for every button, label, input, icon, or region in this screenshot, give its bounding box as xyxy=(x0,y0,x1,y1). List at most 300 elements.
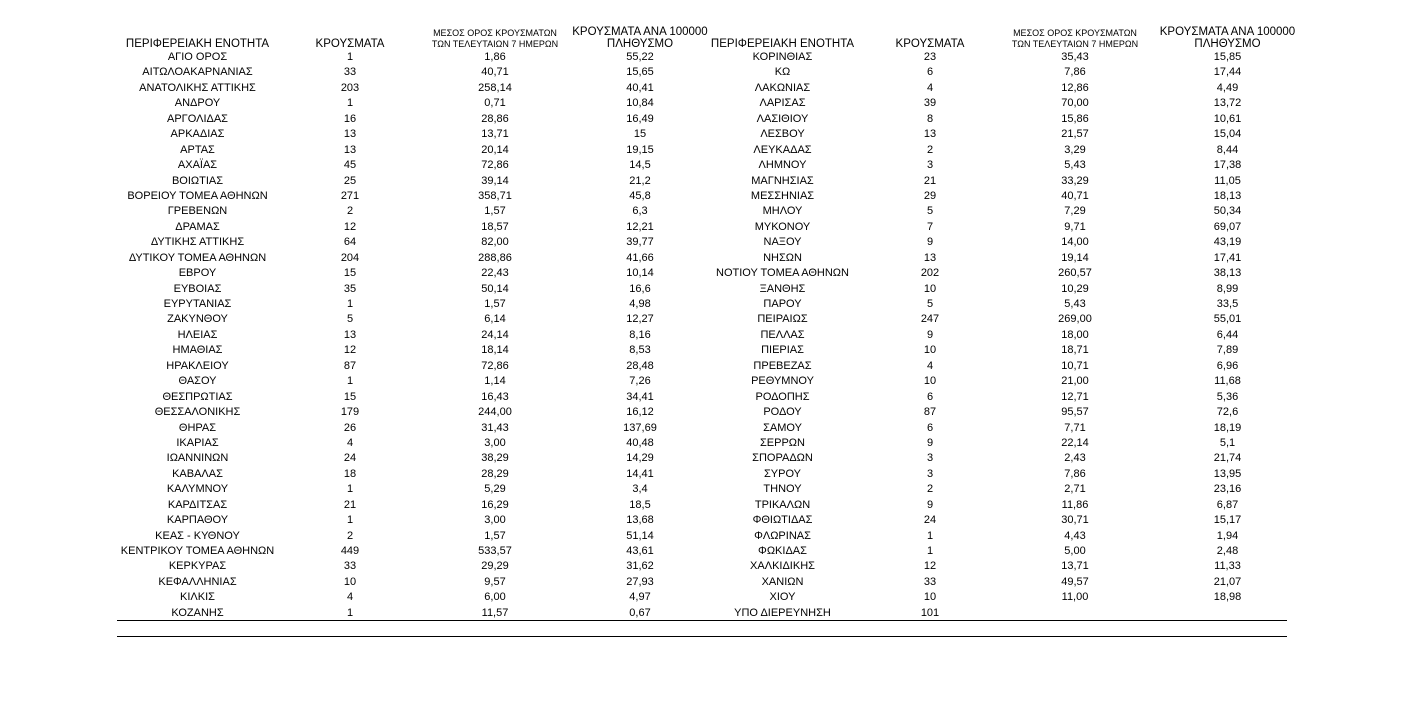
cell-avg7: 11,86 xyxy=(1061,498,1089,511)
header-per100k: ΚΡΟΥΣΜΑΤΑ ΑΝΑ 100000 ΠΛΗΘΥΣΜΟ xyxy=(572,26,708,50)
cell-cases: 1 xyxy=(346,298,354,310)
cell-region: ΑΝΑΤΟΛΙΚΗΣ ΑΤΤΙΚΗΣ xyxy=(139,81,256,94)
table-row xyxy=(700,174,1290,189)
cell-avg7: 2,71 xyxy=(1064,483,1086,496)
cell-region: ΣΕΡΡΩΝ xyxy=(760,436,805,449)
table-row xyxy=(700,112,1290,127)
table-row xyxy=(115,65,705,80)
cell-avg7: 7,71 xyxy=(1064,421,1086,434)
table-bottom-rule xyxy=(117,620,1287,621)
cell-per100k: 8,44 xyxy=(1216,143,1239,156)
cell-per100k: 13,95 xyxy=(1213,467,1242,480)
cell-per100k: 12,21 xyxy=(626,220,654,233)
cell-region: ΠΕΙΡΑΙΩΣ xyxy=(757,313,808,326)
cell-avg7: 18,14 xyxy=(481,344,509,357)
cell-per100k: 19,15 xyxy=(626,143,654,156)
cell-cases: 13 xyxy=(923,251,937,264)
table-row xyxy=(700,513,1290,528)
table-row xyxy=(700,498,1290,513)
cell-region: ΝΑΞΟΥ xyxy=(763,236,802,249)
cell-per100k: 15,04 xyxy=(1213,128,1242,141)
cell-cases: 21 xyxy=(923,174,937,187)
cell-cases: 8 xyxy=(926,112,934,125)
cell-cases: 1 xyxy=(926,529,934,542)
cell-per100k: 2,48 xyxy=(1216,545,1239,557)
cell-avg7: 5,29 xyxy=(484,483,506,496)
cell-cases: 5 xyxy=(346,313,354,326)
table-row xyxy=(700,482,1290,497)
cell-per100k: 14,41 xyxy=(626,467,654,480)
cell-cases: 3 xyxy=(926,159,934,172)
cell-region: ΥΠΟ ΔΙΕΡΕΥΝΗΣΗ xyxy=(734,606,831,619)
cell-cases: 2 xyxy=(926,483,934,496)
cell-region: ΜΑΓΝΗΣΙΑΣ xyxy=(751,174,814,187)
cell-cases: 9 xyxy=(926,436,934,449)
table-row xyxy=(115,282,705,297)
cell-avg7: 18,00 xyxy=(1061,328,1089,341)
cell-per100k: 14,29 xyxy=(626,452,654,465)
table-row xyxy=(115,606,705,621)
cell-per100k: 0,67 xyxy=(629,606,651,619)
cell-cases: 6 xyxy=(926,66,934,79)
cell-region: ΡΕΘΥΜΝΟΥ xyxy=(751,375,814,388)
cell-region: ΛΕΥΚΑΔΑΣ xyxy=(753,143,812,156)
cell-avg7: 70,00 xyxy=(1061,97,1089,110)
cell-avg7: 82,00 xyxy=(481,236,509,249)
cell-region: ΔΥΤΙΚΗΣ ΑΤΤΙΚΗΣ xyxy=(150,236,245,249)
cell-region: ΦΛΩΡΙΝΑΣ xyxy=(754,529,811,542)
cell-per100k: 8,53 xyxy=(629,344,651,357)
cell-per100k: 28,48 xyxy=(626,359,654,372)
cell-cases: 1 xyxy=(346,606,354,619)
cell-per100k: 4,49 xyxy=(1216,81,1239,94)
cell-avg7: 14,00 xyxy=(1061,236,1089,249)
cell-region: ΒΟΙΩΤΙΑΣ xyxy=(171,174,224,187)
cell-per100k: 5,1 xyxy=(1219,436,1236,449)
cell-avg7: 1,57 xyxy=(484,205,506,218)
right-table xyxy=(700,20,1296,621)
cell-cases: 87 xyxy=(923,406,937,419)
cell-per100k: 4,97 xyxy=(629,591,651,604)
cell-cases: 10 xyxy=(923,375,937,388)
cell-cases: 25 xyxy=(343,174,357,187)
table-row xyxy=(115,405,705,420)
cell-avg7: 358,71 xyxy=(478,189,512,202)
table-body xyxy=(115,50,705,621)
cell-avg7: 50,14 xyxy=(481,282,509,295)
cell-cases: 9 xyxy=(926,328,934,341)
cell-cases: 9 xyxy=(926,236,934,249)
cell-avg7: 33,29 xyxy=(1061,174,1089,187)
cell-region: ΞΑΝΘΗΣ xyxy=(759,282,806,295)
table-row xyxy=(115,390,705,405)
table-row xyxy=(700,204,1290,219)
table-row xyxy=(700,81,1290,96)
cell-region: ΚΩ xyxy=(774,66,791,79)
cell-region: ΚΕΡΚΥΡΑΣ xyxy=(168,560,227,573)
cell-cases: 10 xyxy=(923,344,937,357)
cell-cases: 1 xyxy=(346,483,354,496)
cell-cases: 10 xyxy=(923,282,937,295)
table-row xyxy=(700,421,1290,436)
cell-region: ΘΗΡΑΣ xyxy=(178,421,217,434)
cell-avg7: 1,57 xyxy=(484,298,506,310)
cell-avg7: 28,86 xyxy=(481,112,509,125)
cell-per100k: 27,93 xyxy=(626,575,654,588)
cell-region: ΛΗΜΝΟΥ xyxy=(758,159,807,172)
cell-cases: 7 xyxy=(926,220,934,233)
cell-cases: 4 xyxy=(926,81,934,94)
cell-region: ΙΚΑΡΙΑΣ xyxy=(176,436,219,449)
cell-region: ΑΡΤΑΣ xyxy=(180,143,215,156)
cell-region: ΠΑΡΟΥ xyxy=(763,298,802,310)
cell-cases: 1 xyxy=(346,51,354,63)
cell-per100k: 10,84 xyxy=(626,97,654,110)
table-row xyxy=(115,297,705,312)
table-row xyxy=(700,297,1290,312)
cell-region: ΑΡΚΑΔΙΑΣ xyxy=(170,128,225,141)
table-row xyxy=(115,127,705,142)
cell-region: ΒΟΡΕΙΟΥ ΤΟΜΕΑ ΑΘΗΝΩΝ xyxy=(127,189,268,202)
table-row xyxy=(115,482,705,497)
table-row xyxy=(115,359,705,374)
cell-avg7: 40,71 xyxy=(481,66,509,79)
cell-region: ΖΑΚΥΝΘΟΥ xyxy=(167,313,228,326)
cell-per100k: 41,66 xyxy=(626,251,654,264)
cell-region: ΚΙΛΚΙΣ xyxy=(180,591,215,604)
cell-cases: 15 xyxy=(343,267,357,280)
cell-avg7: 5,00 xyxy=(1064,545,1086,557)
cell-avg7: 2,43 xyxy=(1064,452,1086,465)
cell-avg7: 9,57 xyxy=(484,575,506,588)
cell-per100k: 6,3 xyxy=(632,205,648,218)
cell-region: ΠΕΛΛΑΣ xyxy=(760,328,805,341)
table-row xyxy=(700,544,1290,559)
cell-avg7: 7,86 xyxy=(1064,66,1086,79)
cell-cases: 2 xyxy=(926,143,934,156)
cell-cases: 87 xyxy=(343,359,357,372)
table-row xyxy=(115,251,705,266)
cell-cases: 1 xyxy=(346,375,354,388)
cell-avg7: 3,00 xyxy=(484,514,506,527)
cell-cases: 13 xyxy=(343,328,357,341)
cell-cases: 39 xyxy=(923,97,937,110)
cell-cases: 3 xyxy=(926,467,934,480)
cell-region: ΣΥΡΟΥ xyxy=(763,467,801,480)
cell-avg7: 22,14 xyxy=(1061,436,1089,449)
cell-region: ΔΥΤΙΚΟΥ ΤΟΜΕΑ ΑΘΗΝΩΝ xyxy=(128,251,267,264)
table-row xyxy=(700,590,1290,605)
cell-cases: 13 xyxy=(923,128,937,141)
cell-region: ΠΙΕΡΙΑΣ xyxy=(761,344,804,357)
cell-avg7: 6,00 xyxy=(484,591,506,604)
cell-cases: 4 xyxy=(346,591,354,604)
cell-avg7: 11,57 xyxy=(481,606,509,619)
table-body xyxy=(700,50,1290,621)
table-row xyxy=(700,390,1290,405)
cell-per100k: 15 xyxy=(633,128,647,141)
cell-avg7: 260,57 xyxy=(1058,267,1092,280)
table-row xyxy=(700,96,1290,111)
table-row xyxy=(115,544,705,559)
cell-per100k: 55,01 xyxy=(1213,313,1242,326)
cell-cases: 202 xyxy=(920,267,940,280)
cell-avg7: 31,43 xyxy=(481,421,509,434)
cell-avg7: 21,00 xyxy=(1061,375,1089,388)
cell-per100k: 4,98 xyxy=(629,298,651,310)
cell-region: ΗΜΑΘΙΑΣ xyxy=(172,344,223,357)
cell-region: ΙΩΑΝΝΙΝΩΝ xyxy=(166,452,229,465)
table-row xyxy=(115,575,705,590)
cell-avg7: 269,00 xyxy=(1058,313,1092,326)
cell-region: ΚΕΝΤΡΙΚΟΥ ΤΟΜΕΑ ΑΘΗΝΩΝ xyxy=(120,545,275,557)
cell-avg7: 258,14 xyxy=(478,81,512,94)
cell-region: ΛΕΣΒΟΥ xyxy=(760,128,805,141)
cell-cases: 4 xyxy=(926,359,934,372)
cell-cases: 203 xyxy=(340,81,360,94)
cell-per100k: 6,96 xyxy=(1216,359,1239,372)
cell-avg7: 7,29 xyxy=(1064,205,1086,218)
cell-per100k: 13,72 xyxy=(1213,97,1242,110)
cell-per100k: 8,99 xyxy=(1216,282,1239,295)
cell-cases: 3 xyxy=(926,452,934,465)
cell-avg7: 35,43 xyxy=(1061,51,1089,63)
cell-avg7: 244,00 xyxy=(478,406,512,419)
cell-avg7: 4,43 xyxy=(1064,529,1086,542)
table-row xyxy=(700,374,1290,389)
cell-per100k: 18,5 xyxy=(629,498,651,511)
table-row xyxy=(115,235,705,250)
cell-region: ΜΥΚΟΝΟΥ xyxy=(754,220,811,233)
table-row xyxy=(700,235,1290,250)
cell-cases: 26 xyxy=(343,421,357,434)
cell-per100k: 1,94 xyxy=(1216,529,1239,542)
cell-avg7: 7,86 xyxy=(1064,467,1086,480)
table-row xyxy=(700,467,1290,482)
cell-per100k: 50,34 xyxy=(1213,205,1242,218)
cell-region: ΔΡΑΜΑΣ xyxy=(175,220,220,233)
cell-avg7: 19,14 xyxy=(1061,251,1089,264)
table-row xyxy=(700,451,1290,466)
cell-region: ΑΓΙΟ ΟΡΟΣ xyxy=(167,51,228,63)
cell-region: ΝΟΤΙΟΥ ΤΟΜΕΑ ΑΘΗΝΩΝ xyxy=(716,267,849,280)
cell-avg7: 11,00 xyxy=(1061,591,1089,604)
cell-per100k: 17,44 xyxy=(1213,66,1242,79)
cell-avg7: 533,57 xyxy=(478,545,512,557)
cell-cases: 35 xyxy=(343,282,357,295)
header-region: ΠΕΡΙΦΕΡΕΙΑΚΗ ΕΝΟΤΗΤΑ xyxy=(125,38,270,50)
table-row xyxy=(115,143,705,158)
cell-region: ΗΛΕΙΑΣ xyxy=(177,328,218,341)
table-row xyxy=(115,529,705,544)
table-header xyxy=(115,20,708,50)
cell-per100k: 43,61 xyxy=(626,545,654,557)
cell-cases: 449 xyxy=(340,545,360,557)
cell-avg7: 49,57 xyxy=(1061,575,1089,588)
cell-region: ΜΗΛΟΥ xyxy=(762,205,803,218)
cell-per100k: 31,62 xyxy=(626,560,654,573)
cell-per100k: 34,41 xyxy=(626,390,654,403)
cell-per100k: 18,19 xyxy=(1213,421,1242,434)
cell-region: ΚΕΦΑΛΛΗΝΙΑΣ xyxy=(158,575,237,588)
cell-cases: 1 xyxy=(346,514,354,527)
cell-per100k: 72,6 xyxy=(1216,406,1239,419)
cell-per100k: 39,77 xyxy=(626,236,654,249)
table-row xyxy=(115,421,705,436)
cell-cases: 2 xyxy=(346,529,354,542)
cell-cases: 2 xyxy=(346,205,354,218)
page-footer-rule xyxy=(117,636,1287,637)
table-header xyxy=(700,20,1296,50)
cell-avg7: 12,71 xyxy=(1061,390,1089,403)
table-row xyxy=(700,343,1290,358)
table-row xyxy=(700,559,1290,574)
table-row xyxy=(700,312,1290,327)
cell-cases: 13 xyxy=(343,128,357,141)
cell-avg7: 16,29 xyxy=(481,498,509,511)
cell-cases: 6 xyxy=(926,421,934,434)
cell-region: ΑΙΤΩΛΟΑΚΑΡΝΑΝΙΑΣ xyxy=(142,66,253,79)
cell-cases: 204 xyxy=(340,251,360,264)
cell-avg7: 1,14 xyxy=(484,375,506,388)
cell-cases: 12 xyxy=(343,220,357,233)
header-cases: ΚΡΟΥΣΜΑΤΑ xyxy=(315,38,385,50)
cell-region: ΝΗΣΩΝ xyxy=(763,251,802,264)
cell-region: ΓΡΕΒΕΝΩΝ xyxy=(167,205,228,218)
cell-avg7: 13,71 xyxy=(481,128,509,141)
cell-region: ΑΝΔΡΟΥ xyxy=(174,97,221,110)
table-row xyxy=(115,174,705,189)
cell-avg7: 13,71 xyxy=(1061,560,1089,573)
cell-avg7: 29,29 xyxy=(481,560,509,573)
cell-region: ΘΕΣΠΡΩΤΙΑΣ xyxy=(162,390,233,403)
table-row xyxy=(115,436,705,451)
table-row xyxy=(115,96,705,111)
cell-cases: 33 xyxy=(343,66,357,79)
cell-avg7: 72,86 xyxy=(481,359,509,372)
cell-avg7: 16,43 xyxy=(481,390,509,403)
cell-per100k: 7,89 xyxy=(1216,344,1239,357)
cell-cases: 4 xyxy=(346,436,354,449)
cell-avg7: 9,71 xyxy=(1064,220,1086,233)
cell-per100k: 7,26 xyxy=(629,375,651,388)
cell-per100k: 45,8 xyxy=(629,189,651,202)
cell-region: ΚΑΡΠΑΘΟΥ xyxy=(166,514,229,527)
cell-cases: 9 xyxy=(926,498,934,511)
cell-cases: 29 xyxy=(923,189,937,202)
table-row xyxy=(115,189,705,204)
cell-avg7: 5,43 xyxy=(1064,298,1086,310)
header-avg7: ΜΕΣΟΣ ΟΡΟΣ ΚΡΟΥΣΜΑΤΩΝ ΤΩΝ ΤΕΛΕΥΤΑΙΩΝ 7 ΗΜΕΡΩΝ xyxy=(431,28,559,49)
cell-per100k: 15,17 xyxy=(1213,514,1242,527)
cell-per100k: 51,14 xyxy=(626,529,654,542)
cell-region: ΛΑΚΩΝΙΑΣ xyxy=(754,81,811,94)
cell-cases: 45 xyxy=(343,159,357,172)
cell-per100k: 10,14 xyxy=(626,267,654,280)
table-row xyxy=(700,220,1290,235)
cell-region: ΛΑΣΙΘΙΟΥ xyxy=(756,112,809,125)
cell-avg7: 30,71 xyxy=(1061,514,1089,527)
cell-per100k: 43,19 xyxy=(1213,236,1242,249)
table-row xyxy=(115,204,705,219)
cell-per100k: 18,13 xyxy=(1213,189,1242,202)
cell-per100k: 3,4 xyxy=(632,483,648,496)
table-row xyxy=(115,467,705,482)
cell-avg7: 12,86 xyxy=(1061,81,1089,94)
cell-per100k: 69,07 xyxy=(1213,220,1242,233)
table-row xyxy=(115,374,705,389)
cell-region: ΑΡΓΟΛΙΔΑΣ xyxy=(167,112,228,125)
cell-region: ΚΟΡΙΝΘΙΑΣ xyxy=(752,51,813,63)
cell-per100k: 16,12 xyxy=(626,406,654,419)
cell-per100k: 137,69 xyxy=(623,421,657,434)
table-row xyxy=(115,328,705,343)
header-cases: ΚΡΟΥΣΜΑΤΑ xyxy=(895,38,965,50)
cell-cases: 10 xyxy=(343,575,357,588)
cell-cases: 33 xyxy=(923,575,937,588)
cell-per100k: 10,61 xyxy=(1213,112,1242,125)
table-row xyxy=(115,312,705,327)
cell-cases: 1 xyxy=(346,97,354,110)
cell-region: ΡΟΔΟΥ xyxy=(763,406,802,419)
cell-per100k: 15,65 xyxy=(626,66,654,79)
cell-avg7: 24,14 xyxy=(481,328,509,341)
cell-region: ΧΙΟΥ xyxy=(769,591,796,604)
table-row xyxy=(115,451,705,466)
cell-per100k: 16,6 xyxy=(629,282,651,295)
cell-cases: 10 xyxy=(923,591,937,604)
cell-cases: 6 xyxy=(926,390,934,403)
cell-avg7: 72,86 xyxy=(481,159,509,172)
cell-per100k: 12,27 xyxy=(626,313,654,326)
cell-avg7: 10,29 xyxy=(1061,282,1089,295)
table-row xyxy=(115,498,705,513)
table-row xyxy=(700,282,1290,297)
cell-cases: 12 xyxy=(923,560,937,573)
cell-region: ΚΑΒΑΛΑΣ xyxy=(172,467,223,480)
cell-cases: 5 xyxy=(926,298,934,310)
table-row xyxy=(700,575,1290,590)
cell-per100k: 13,68 xyxy=(626,514,654,527)
cell-avg7: 21,57 xyxy=(1061,128,1089,141)
table-row xyxy=(700,50,1290,65)
table-row xyxy=(115,590,705,605)
cell-cases: 24 xyxy=(343,452,357,465)
cell-cases: 24 xyxy=(923,514,937,527)
table-row xyxy=(700,158,1290,173)
cell-avg7: 20,14 xyxy=(481,143,509,156)
cell-per100k: 14,5 xyxy=(629,159,651,172)
cell-per100k: 8,16 xyxy=(629,328,651,341)
header-region: ΠΕΡΙΦΕΡΕΙΑΚΗ ΕΝΟΤΗΤΑ xyxy=(710,38,855,50)
cell-region: ΚΕΑΣ - ΚΥΘΝΟΥ xyxy=(155,529,240,542)
table-row xyxy=(700,328,1290,343)
cell-per100k: 38,13 xyxy=(1213,267,1242,280)
cell-cases: 1 xyxy=(926,545,934,557)
cell-region: ΧΑΛΚΙΔΙΚΗΣ xyxy=(750,560,815,573)
cell-region: ΣΑΜΟΥ xyxy=(763,421,802,434)
cell-region: ΕΥΡΥΤΑΝΙΑΣ xyxy=(163,298,232,310)
cell-region: ΑΧΑΪΑΣ xyxy=(177,159,218,172)
cell-per100k: 40,48 xyxy=(626,436,654,449)
cell-per100k: 6,87 xyxy=(1216,498,1239,511)
cell-avg7: 39,14 xyxy=(481,174,509,187)
cell-cases: 33 xyxy=(343,560,357,573)
cell-region: ΘΑΣΟΥ xyxy=(178,375,217,388)
cell-avg7: 95,57 xyxy=(1061,406,1089,419)
table-row xyxy=(115,559,705,574)
table-row xyxy=(700,189,1290,204)
